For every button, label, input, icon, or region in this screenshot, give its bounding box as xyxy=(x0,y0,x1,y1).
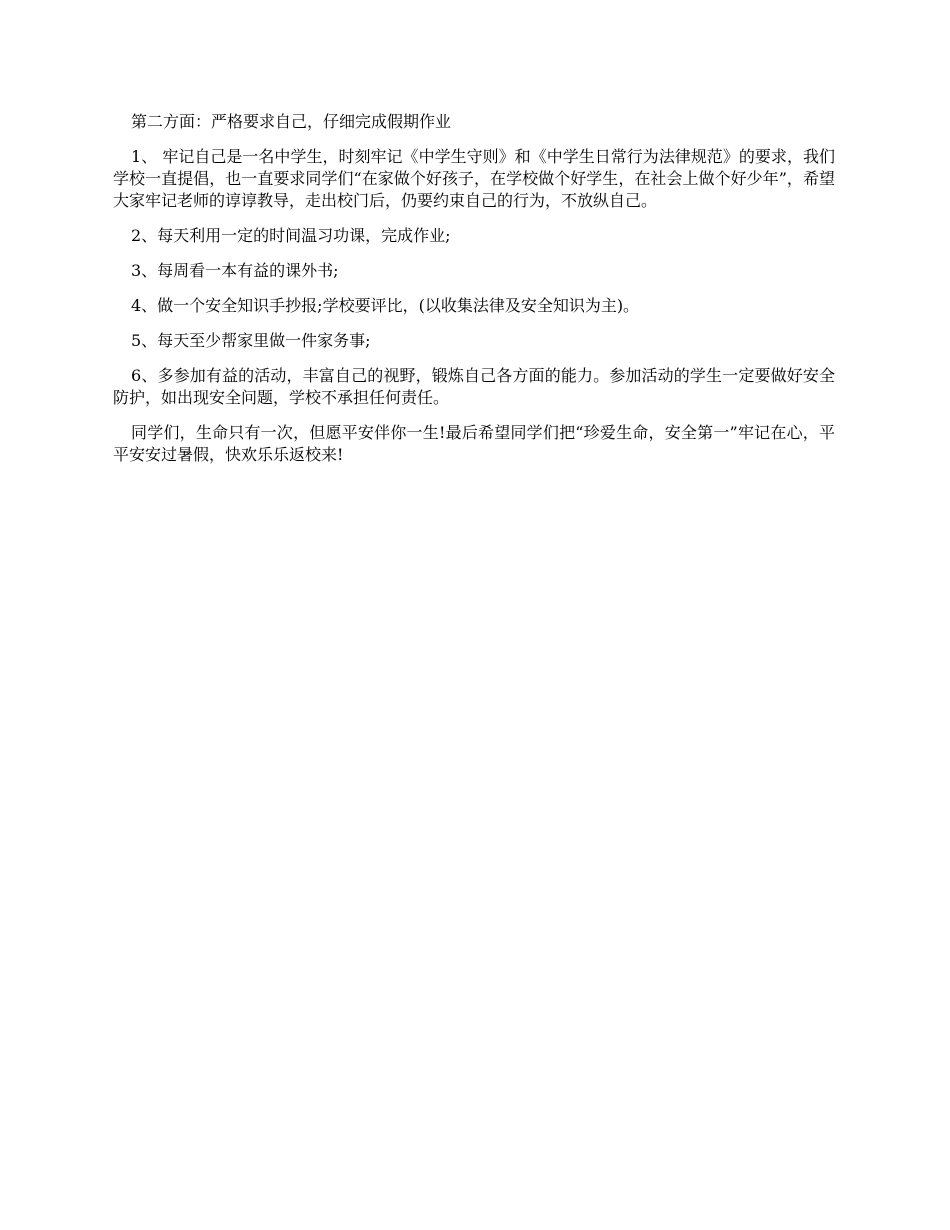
item-2-paragraph: 2、每天利用一定的时间温习功课，完成作业; xyxy=(131,226,451,245)
item-4-paragraph: 4、做一个安全知识手抄报;学校要评比，(以收集法律及安全知识为主)。 xyxy=(131,296,640,315)
item-5-paragraph: 5、每天至少帮家里做一件家务事; xyxy=(131,331,371,350)
item-3-paragraph: 3、每周看一本有益的课外书; xyxy=(131,261,339,280)
closing-paragraph: 同学们，生命只有一次，但愿平安伴你一生!最后希望同学们把“珍爱生命，安全第一”牢记在心，平平安安过暑假，快欢乐乐返校来! xyxy=(113,423,835,464)
section-heading: 第二方面：严格要求自己，仔细完成假期作业 xyxy=(131,112,452,131)
document-page xyxy=(113,111,835,479)
item-6-paragraph: 6、多参加有益的活动，丰富自己的视野，锻炼自己各方面的能力。参加活动的学生一定要做好安全防护，如出现安全问题，学校不承担任何责任。 xyxy=(113,366,835,407)
item-1-paragraph: 1、 牢记自己是一名中学生，时刻牢记《中学生守则》和《中学生日常行为法律规范》的要求，我们学校一直提倡，也一直要求同学们“在家做个好孩子，在学校做个好学生，在社会上做个好少年”，希望大家牢记老师的谆谆教导，走出校门后，仍要约束自己的行为，不放纵自己。 xyxy=(113,147,835,210)
